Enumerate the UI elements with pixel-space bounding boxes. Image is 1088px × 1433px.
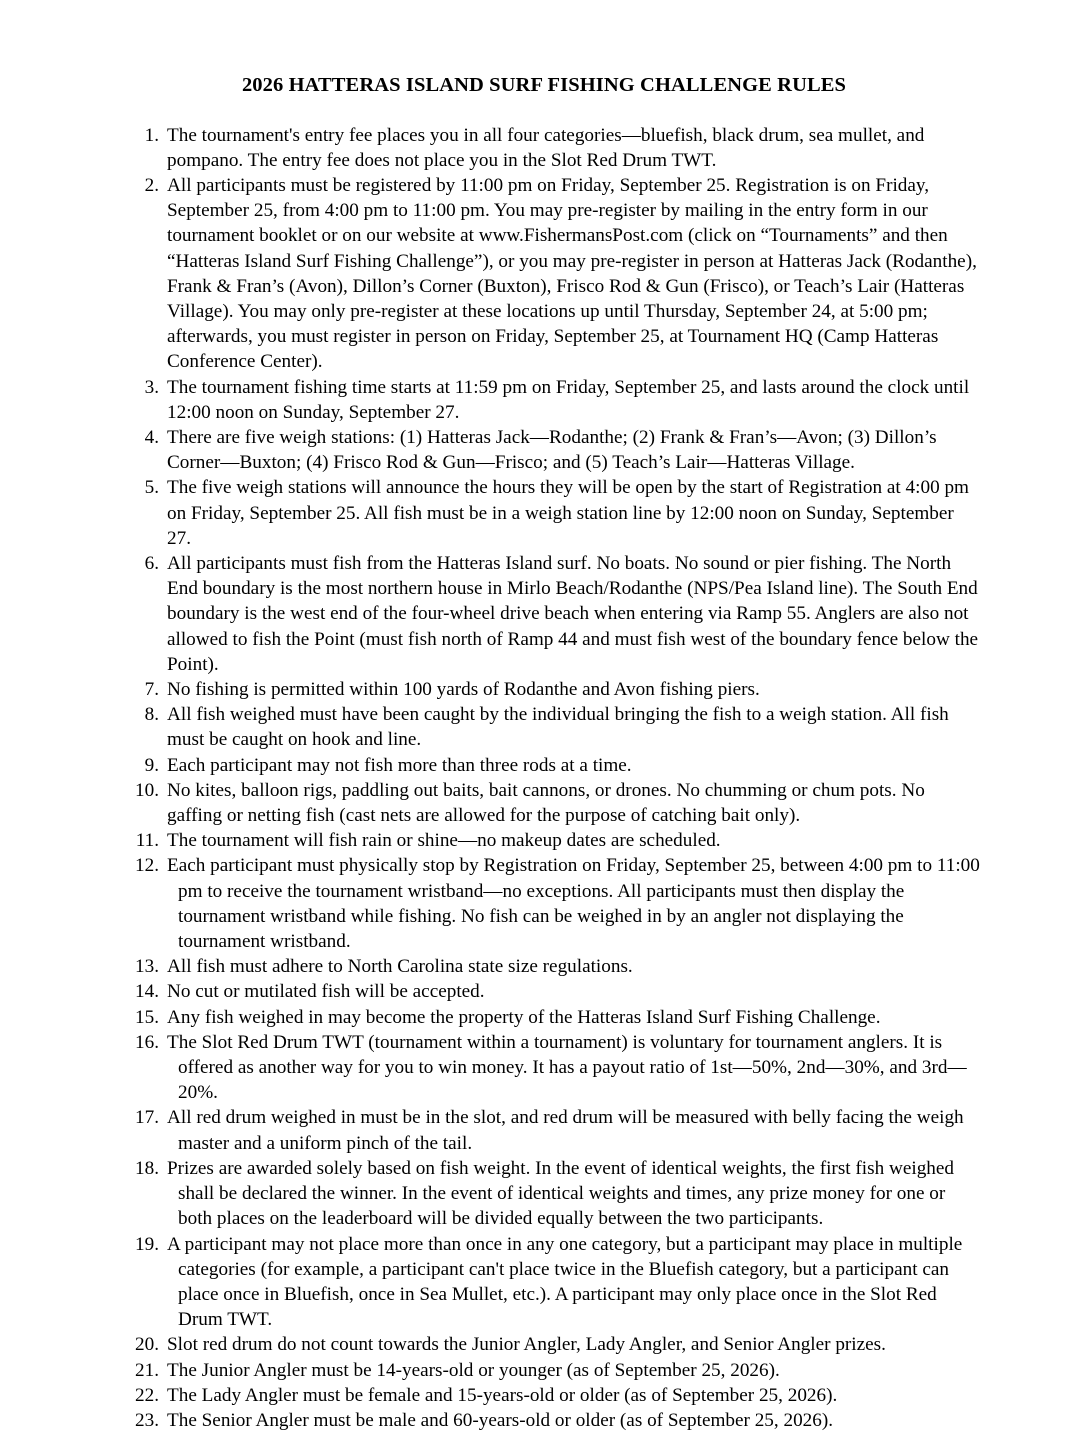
rule-number: 2. <box>144 174 159 196</box>
rule-number: 17. <box>135 1107 159 1129</box>
rule-text: The Slot Red Drum TWT (tournament within a tournament) is voluntary for tournament anglers. It is offered as another way for you to win money. It has a payout ratio of 1st—50%, 2nd—30%, and 3rd—20%. <box>167 1031 967 1104</box>
rule-text: Prizes are awarded solely based on fish weight. In the event of identical weights, the first fish weighed shall be declared the winner. In the event of identical weights and times, any prize money for one or both places on the leaderboard will be divided equally between the two participants. <box>167 1157 954 1230</box>
rule-item <box>133 1156 981 1232</box>
rule-number: 16. <box>135 1031 159 1053</box>
rule-item <box>133 173 981 375</box>
rules-list <box>0 123 1088 1433</box>
rule-item <box>133 853 981 954</box>
rule-item <box>133 1408 981 1433</box>
rule-item <box>133 778 981 828</box>
rule-number: 15. <box>135 1006 159 1028</box>
rule-item <box>133 1105 981 1155</box>
rule-text: All red drum weighed in must be in the slot, and red drum will be measured with belly facing the weigh master and a uniform pinch of the tail. <box>167 1107 964 1154</box>
rule-text: The Junior Angler must be 14-years-old or younger (as of September 25, 2026). <box>167 1359 780 1381</box>
rule-text: Any fish weighed in may become the property of the Hatteras Island Surf Fishing Challenge. <box>167 1006 881 1028</box>
rule-item <box>133 375 981 425</box>
rule-item <box>133 475 981 551</box>
rule-number: 6. <box>144 553 159 575</box>
rule-text: Each participant must physically stop by Registration on Friday, September 25, between 4:00 pm to 11:00 pm to receive the tournament wristband—no exceptions. All participants must then display the tournament wristband while fishing. No fish can be weighed in by an angler not displaying the tournament wristband. <box>167 855 980 953</box>
rule-text: The tournament's entry fee places you in all four categories—bluefish, black drum, sea mullet, and pompano. The entry fee does not place you in the Slot Red Drum TWT. <box>167 124 925 171</box>
rule-text: No fishing is permitted within 100 yards of Rodanthe and Avon fishing piers. <box>167 679 760 701</box>
rule-text: The Lady Angler must be female and 15-years-old or older (as of September 25, 2026). <box>167 1384 838 1406</box>
rule-number: 3. <box>144 376 159 398</box>
rule-text: The tournament will fish rain or shine—no makeup dates are scheduled. <box>167 830 721 852</box>
rule-number: 21. <box>135 1359 159 1381</box>
rule-text: The Senior Angler must be male and 60-years-old or older (as of September 25, 2026). <box>167 1409 834 1431</box>
rule-item <box>133 1358 981 1383</box>
rule-text: No cut or mutilated fish will be accepted. <box>167 981 485 1003</box>
rule-number: 1. <box>144 124 159 146</box>
rule-number: 8. <box>144 704 159 726</box>
rule-item <box>133 828 981 853</box>
rule-number: 5. <box>144 477 159 499</box>
rule-item <box>133 1005 981 1030</box>
rule-number: 4. <box>144 427 159 448</box>
rule-item <box>133 1383 981 1408</box>
rule-number: 10. <box>135 779 159 801</box>
rule-text: All fish weighed must have been caught by the individual bringing the fish to a weigh station. All fish must be caught on hook and line. <box>167 704 949 751</box>
rule-text: The five weigh stations will announce the hours they will be open by the start of Registration at 4:00 pm on Friday, September 25. All fish must be in a weigh station line by 12:00 noon on Sunday, September 27. <box>167 477 969 549</box>
rule-item <box>133 1232 981 1333</box>
rule-item <box>133 123 981 173</box>
rule-item <box>133 954 981 979</box>
rule-number: 11. <box>135 830 159 852</box>
rule-item <box>133 702 981 752</box>
rule-number: 19. <box>135 1233 159 1255</box>
rule-text: All participants must be registered by 11:00 pm on Friday, September 25. Registration is on Friday, September 25, from 4:00 pm to 11:00 pm. You may pre-register by mailing in the entry form in our tournament booklet or on our website at www.FishermansPost.com (click on “Tournaments” and then “Hatteras Island Surf Fishing Challenge”), or you may pre-register in person at Hatteras Jack (Rodanthe), Frank & Fran’s (Avon), Dillon’s Corner (Buxton), Frisco Rod & Gun (Frisco), or Teach’s Lair (Hatteras Village). You may only pre-register at these locations up until Thursday, September 24, at 5:00 pm; afterwards, you must register in person on Friday, September 25, at Tournament HQ (Camp Hatteras Conference Center). <box>167 174 977 373</box>
rule-text: No kites, balloon rigs, paddling out baits, bait cannons, or drones. No chumming or chum pots. No gaffing or netting fish (cast nets are allowed for the purpose of catching bait only). <box>167 779 925 827</box>
page-title: 2026 HATTERAS ISLAND SURF FISHING CHALLENGE RULES <box>241 74 847 96</box>
rule-item <box>133 753 981 778</box>
rule-number: 22. <box>135 1384 159 1406</box>
rule-item <box>133 677 981 702</box>
rule-number: 20. <box>135 1334 159 1356</box>
rule-item <box>133 979 981 1004</box>
rule-item <box>133 1332 981 1357</box>
rule-text: A participant may not place more than once in any one category, but a participant may place in multiple categories (for example, a participant can't place twice in the Bluefish category, but a participant can place once in Bluefish, once in Sea Mullet, etc.). A participant may only place once in the Slot Red Drum TWT. <box>167 1233 963 1331</box>
rule-item <box>133 551 981 677</box>
rule-number: 23. <box>135 1409 159 1431</box>
rule-text: Each participant may not fish more than three rods at a time. <box>167 754 632 776</box>
rule-item <box>133 425 981 475</box>
rule-number: 14. <box>135 981 159 1003</box>
rule-number: 18. <box>135 1157 159 1179</box>
rule-text: The tournament fishing time starts at 11:59 pm on Friday, September 25, and lasts around the clock until 12:00 noon on Sunday, September 27. <box>167 376 970 423</box>
rule-text: There are five weigh stations: (1) Hatteras Jack—Rodanthe; (2) Frank & Fran’s—Avon; (3) Dillon’s Corner—Buxton; (4) Frisco Rod & Gun—Frisco; and (5) Teach’s Lair—Hatteras Village. <box>167 427 937 474</box>
rule-number: 12. <box>135 855 159 877</box>
rule-text: All fish must adhere to North Carolina state size regulations. <box>167 956 633 978</box>
rule-text: All participants must fish from the Hatteras Island surf. No boats. No sound or pier fishing. The North End boundary is the most northern house in Mirlo Beach/Rodanthe (NPS/Pea Island line). The South End boundary is the west end of the four-wheel drive beach when entering via Ramp 55. Anglers are also not allowed to fish the Point (must fish north of Ramp 44 and must fish west of the boundary fence below the Point). <box>167 553 979 675</box>
rule-text: Slot red drum do not count towards the Junior Angler, Lady Angler, and Senior Angler prizes. <box>167 1334 886 1356</box>
rule-number: 9. <box>144 754 159 776</box>
rule-number: 13. <box>135 956 159 978</box>
rule-number: 7. <box>144 679 159 701</box>
rule-item <box>133 1030 981 1106</box>
